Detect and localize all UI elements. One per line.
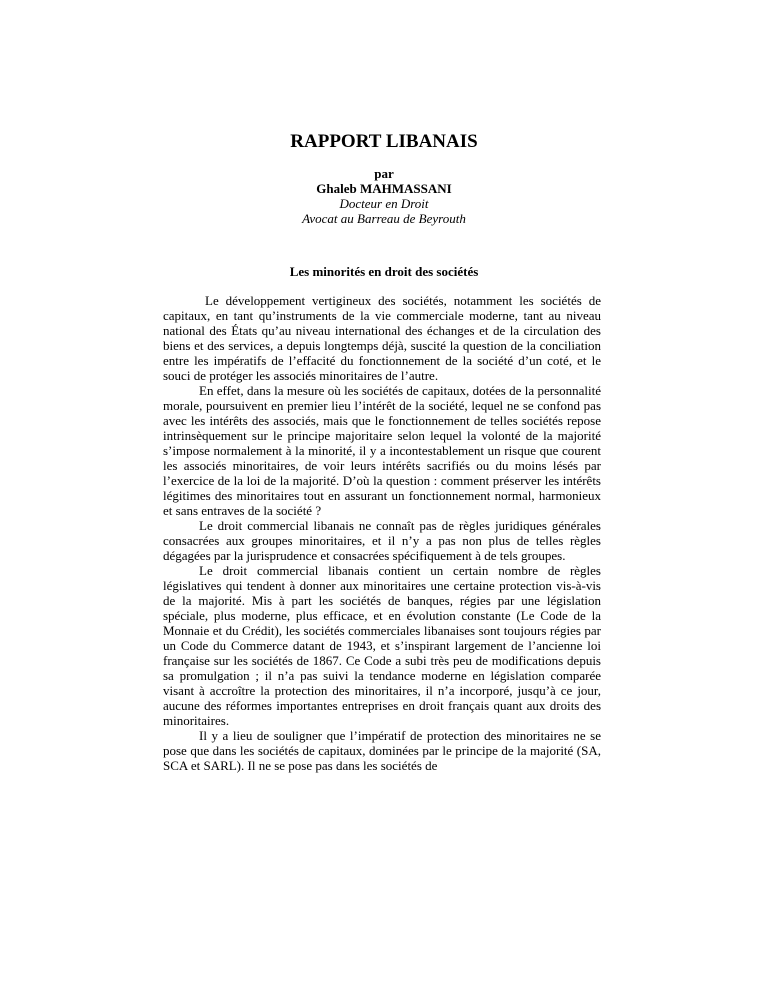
- author-affiliation: Avocat au Barreau de Beyrouth: [302, 211, 466, 226]
- author-degree: Docteur en Droit: [339, 196, 429, 211]
- body-text: [163, 293, 601, 773]
- paragraph: Le droit commercial libanais ne connaît pas de règles juridiques générales consacrées aux groupes minoritaires, et il n’y a pas non plus de telles règles dégagées par la jurisprudence et consacrées spécifiquement à de tels groupes.: [163, 518, 601, 563]
- report-title: RAPPORT LIBANAIS: [290, 131, 478, 152]
- paragraph: En effet, dans la mesure où les sociétés de capitaux, dotées de la personnalité morale, poursuivent en premier lieu l’intérêt de la société, lequel ne se confond pas avec les intérêts des associés, mais que le fonctionnement de telles sociétés repose intrinsèquement sur le principe majoritaire selon lequel la volonté de la majorité s’impose normalement à la minorité, il y a incontestablement un risque que courent les associés minoritaires, de voir leurs intérêts sacrifiés ou du moins lésés par l’exercice de la loi de la majorité. D’où la question : comment préserver les intérêts légitimes des minoritaires tout en assurant un fonctionnement normal, harmonieux et sans entraves de la société ?: [163, 383, 601, 518]
- author-name: Ghaleb MAHMASSANI: [316, 181, 452, 196]
- section-title: Les minorités en droit des sociétés: [289, 264, 479, 279]
- paragraph: Le développement vertigineux des sociétés, notamment les sociétés de capitaux, en tant qu’instruments de la vie commerciale moderne, tant au niveau national des États qu’au niveau international des échanges et de la circulation des biens et des services, a depuis longtemps déjà, suscité la question de la conciliation entre les impératifs de l’effacité du fonctionnement de la société d’un coté, et le souci de protéger les associés minoritaires de l’autre.: [163, 293, 601, 383]
- paragraph: Le droit commercial libanais contient un certain nombre de règles législatives qui tendent à donner aux minoritaires une certaine protection vis-à-vis de la majorité. Mis à part les sociétés de banques, régies par une législation spéciale, plus moderne, plus efficace, et en évolution constante (Le Code de la Monnaie et du Crédit), les sociétés commerciales libanaises sont toujours régies par un Code du Commerce datant de 1943, et s’inspirant largement de l’ancienne loi française sur les sociétés de 1867. Ce Code a subi très peu de modifications depuis sa promulgation ; il n’a pas suivi la tendance moderne en législation comparée visant à accroître la protection des minoritaires, il n’a incorporé, jusqu’à ce jour, aucune des réformes importantes entreprises en droit français quant aux droits des minoritaires.: [163, 563, 601, 728]
- byline: par: [374, 166, 394, 181]
- paragraph: Il y a lieu de souligner que l’impératif de protection des minoritaires ne se pose que dans les sociétés de capitaux, dominées par le principe de la majorité (SA, SCA et SARL). Il ne se pose pas dans les sociétés de: [163, 728, 601, 773]
